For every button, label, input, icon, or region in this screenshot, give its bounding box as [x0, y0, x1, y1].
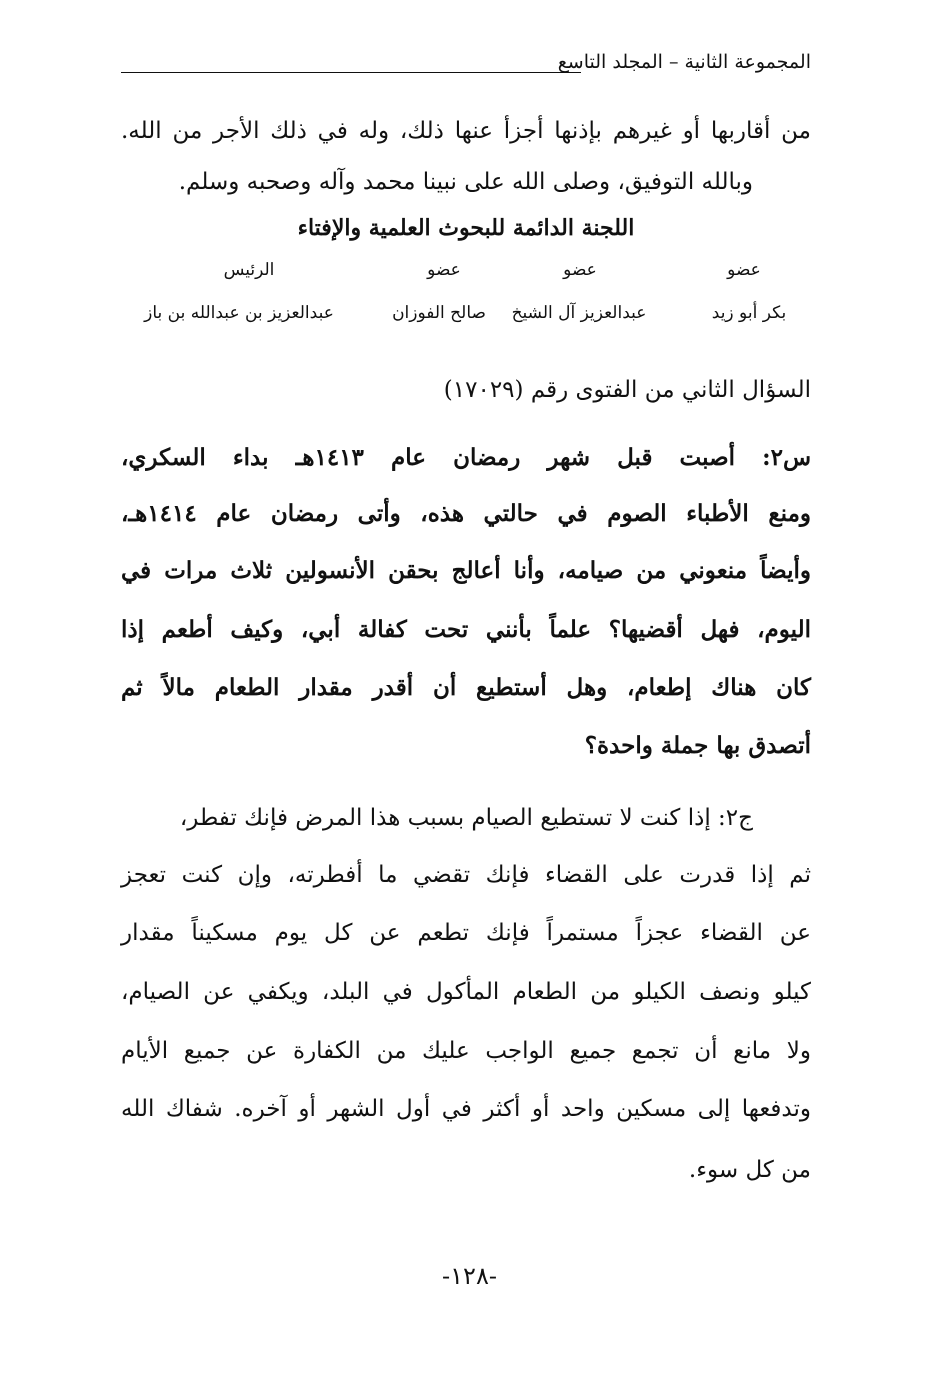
- answer-line-1: ج٢: إذا كنت لا تستطيع الصيام بسبب هذا المرض فإنك تفطر،: [179, 805, 753, 831]
- question-line-2: ومنع الأطباء الصوم في حالتي هذه، وأتى رمضان عام ١٤١٤هـ،: [121, 500, 811, 527]
- member-role-1: عضو: [727, 260, 761, 280]
- answer-line-7: من كل سوء.: [688, 1157, 811, 1183]
- committee-title: اللجنة الدائمة للبحوث العلمية والإفتاء: [297, 215, 635, 241]
- member-name-2: عبدالعزيز آل الشيخ: [511, 303, 647, 323]
- header-title: المجموعة الثانية – المجلد التاسع: [557, 51, 811, 73]
- question-line-6: أتصدق بها جملة واحدة؟: [584, 732, 811, 759]
- member-role-4: الرئيس: [223, 260, 275, 280]
- header-rule: [121, 72, 581, 73]
- intro-line-2: وبالله التوفيق، وصلى الله على نبينا محمد وآله وصحبه وسلم.: [178, 169, 753, 195]
- intro-line-1: من أقاربها أو غيرهم بإذنها أجزأ عنها ذلك، وله في ذلك الأجر من الله.: [121, 118, 811, 144]
- member-role-2: عضو: [563, 260, 597, 280]
- question-heading: السؤال الثاني من الفتوى رقم (١٧٠٢٩): [443, 377, 811, 403]
- answer-line-5: ولا مانع أن تجمع جميع الواجب عليك من الكفارة عن جميع الأيام: [121, 1038, 811, 1064]
- answer-line-3: عن القضاء عجزاً مستمراً فإنك تطعم عن كل يوم مسكيناً مقدار: [121, 920, 811, 946]
- member-name-1: بكر أبو زيد: [711, 303, 787, 323]
- page-number: -١٢٨-: [442, 1262, 497, 1290]
- answer-line-2: ثم إذا قدرت على القضاء فإنك تقضي ما أفطرته، وإن كنت تعجز: [121, 862, 811, 888]
- member-role-3: عضو: [427, 260, 461, 280]
- question-line-1: س٢: أصبت قبل شهر رمضان عام ١٤١٣هـ بداء السكري،: [121, 444, 812, 471]
- running-header: [121, 50, 811, 80]
- member-name-3: صالح الفوزان: [392, 303, 486, 323]
- answer-line-6: وتدفعها إلى مسكين واحد أو أكثر في أول الشهر أو آخره. شفاك الله: [121, 1096, 811, 1122]
- question-line-3: وأيضاً منعوني من صيامه، وأنا أعالج بحقن الأنسولين ثلاث مرات في: [121, 557, 811, 584]
- question-line-5: كان هناك إطعام، وهل أستطيع أن أقدر مقدار الطعام مالاً ثم: [121, 674, 811, 701]
- question-line-4: اليوم، فهل أقضيها؟ علماً بأنني تحت كفالة أبي، وكيف أطعم إذا: [121, 616, 811, 643]
- member-name-4: عبدالعزيز بن عبدالله بن باز: [144, 303, 334, 323]
- answer-line-4: كيلو ونصف الكيلو من الطعام المأكول في البلد، ويكفي عن الصيام،: [121, 979, 811, 1005]
